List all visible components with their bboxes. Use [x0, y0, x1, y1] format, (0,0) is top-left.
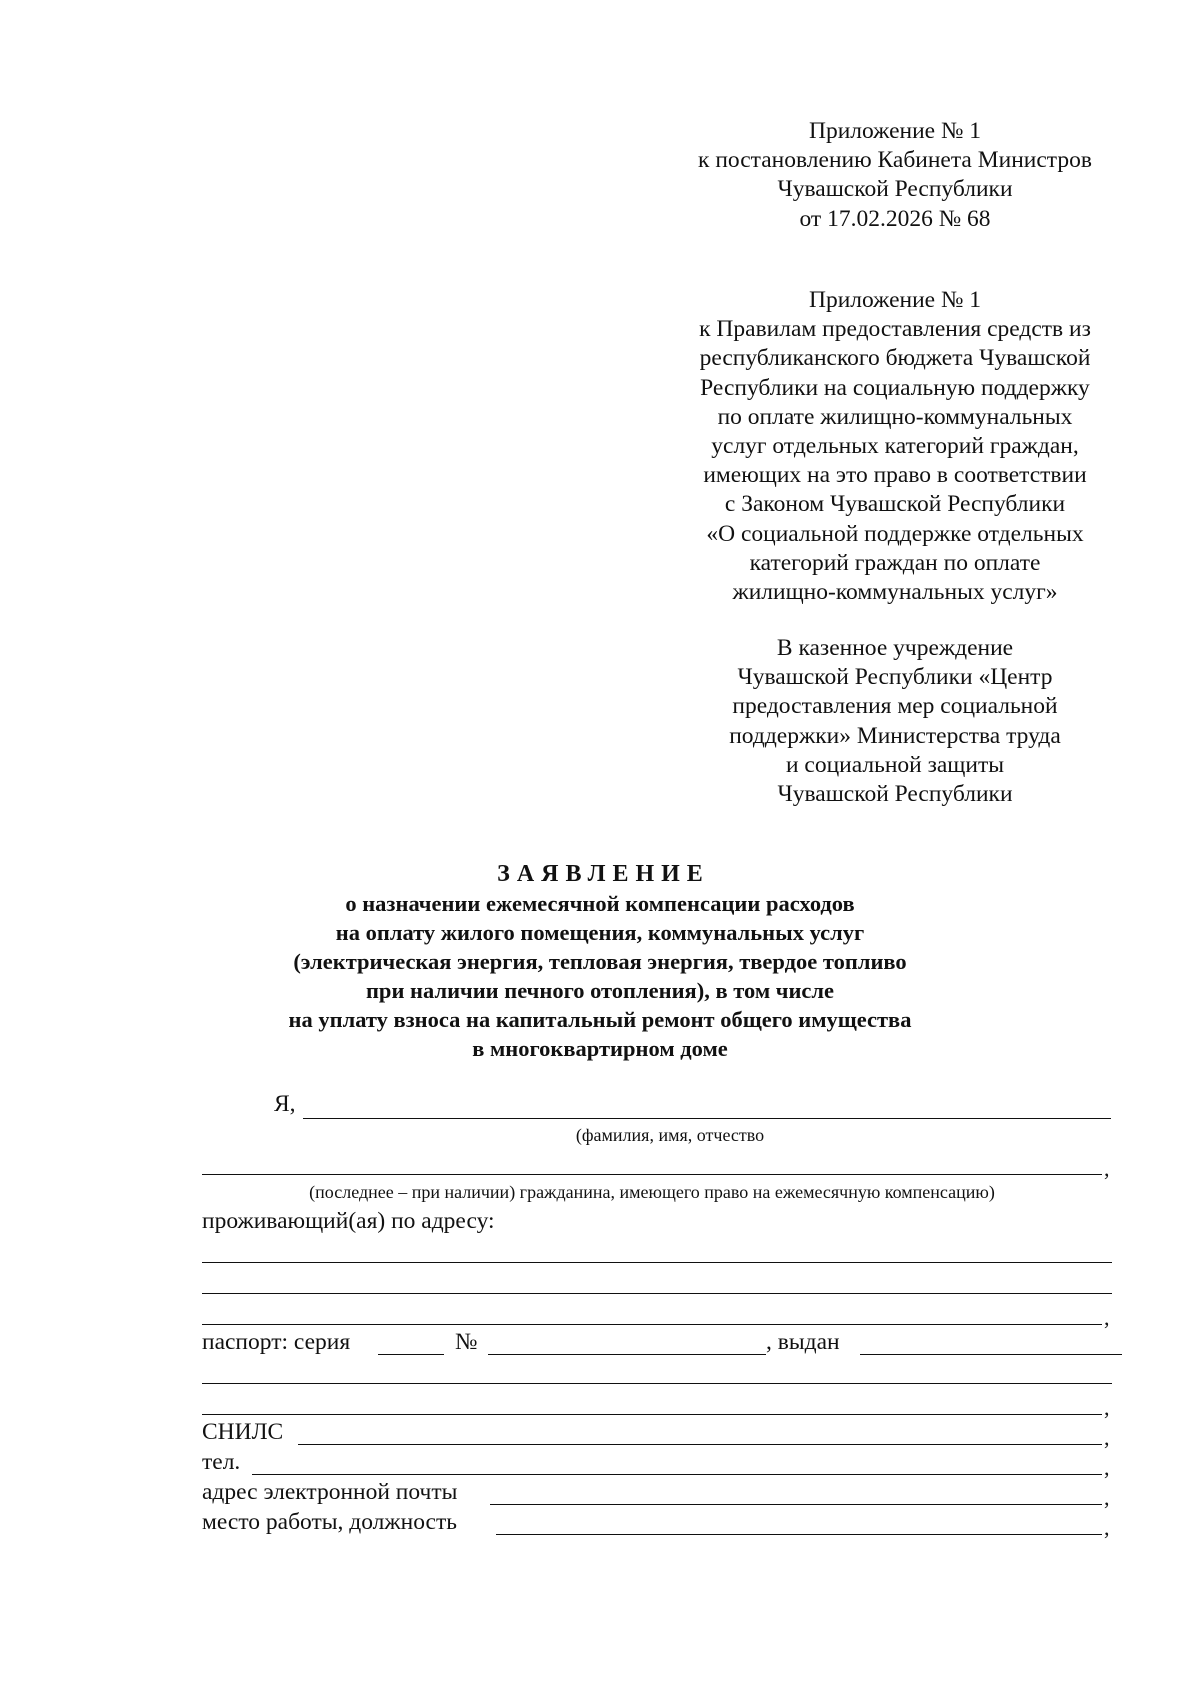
snils-label: СНИЛС [202, 1419, 284, 1445]
appendix-rules-line: Республики на социальную поддержку [700, 374, 1090, 401]
fio-caption-continued: (последнее – при наличии) гражданина, имеющего право на ежемесячную компенсацию) [309, 1182, 995, 1202]
appendix-rules-line: республиканского бюджета Чувашской [699, 345, 1091, 372]
addressee-line: и социальной защиты [785, 751, 1005, 778]
comma: , [1104, 1305, 1110, 1330]
appendix-rules-line: с Законом Чувашской Республики [724, 491, 1066, 518]
issued-by-line-2[interactable] [202, 1383, 1112, 1384]
addressee-line: предоставления мер социальной [732, 693, 1058, 720]
email-label: адрес электронной почты [202, 1479, 458, 1505]
comma: , [1104, 1156, 1110, 1181]
title-line: о назначении ежемесячной компенсации расходов [345, 891, 855, 916]
appendix-rules-line: «О социальной поддержке отдельных [706, 520, 1084, 547]
address-line-2[interactable] [202, 1293, 1112, 1294]
title-line: на оплату жилого помещения, коммунальных услуг [335, 920, 865, 945]
passport-series-line[interactable] [378, 1354, 444, 1355]
application-title [240, 860, 960, 1063]
appendix-rules-line: категорий граждан по оплате [749, 549, 1041, 576]
address-line-3[interactable] [202, 1324, 1102, 1325]
appendix-rules-line: услуг отдельных категорий граждан, [711, 433, 1079, 460]
comma: , [1104, 1455, 1110, 1480]
work-line[interactable] [496, 1534, 1102, 1535]
title-line: при наличии печного отопления), в том числе [365, 978, 835, 1003]
fio-caption: (фамилия, имя, отчество [575, 1125, 765, 1145]
addressee-line: поддержки» Министерства труда [729, 722, 1061, 749]
passport-number-label: № [455, 1329, 478, 1355]
issued-label: , выдан [766, 1329, 840, 1355]
address-line-1[interactable] [202, 1262, 1112, 1263]
appendix-rules-line: жилищно-коммунальных услуг» [732, 579, 1058, 606]
issued-by-line-3[interactable] [202, 1414, 1102, 1415]
comma: , [1104, 1515, 1110, 1540]
i-label: Я, [274, 1091, 296, 1117]
passport-number-line[interactable] [488, 1354, 766, 1355]
residence-label: проживающий(ая) по адресу: [202, 1208, 495, 1234]
comma: , [1104, 1425, 1110, 1450]
comma: , [1104, 1485, 1110, 1510]
fio-continuation-line[interactable] [202, 1174, 1102, 1175]
comma: , [1104, 1395, 1110, 1420]
phone-label: тел. [202, 1449, 241, 1475]
work-label: место работы, должность [202, 1509, 457, 1535]
appendix-number: Приложение № 1 [808, 118, 982, 144]
addressee-line: В казенное учреждение [776, 635, 1014, 661]
passport-label: паспорт: серия [202, 1329, 351, 1355]
title-line: на уплату взноса на капитальный ремонт общего имущества [288, 1007, 912, 1032]
addressee-line: Чувашской Республики «Центр [737, 664, 1053, 691]
title-line: (электрическая энергия, тепловая энергия, твердое топливо [293, 949, 907, 974]
title-line: в многоквартирном доме [472, 1036, 728, 1061]
appendix-rules-line: к Правилам предоставления средств из [699, 316, 1091, 343]
appendix-rules-line: имеющих на это право в соответствии [703, 462, 1087, 489]
appendix-decree-ref: к постановлению Кабинета Министров [698, 147, 1092, 174]
addressee-block [660, 634, 1130, 809]
issued-by-line[interactable] [860, 1354, 1122, 1355]
addressee-line: Чувашской Республики [777, 781, 1013, 808]
appendix-rules-header [660, 286, 1130, 607]
email-line[interactable] [490, 1504, 1102, 1505]
snils-line[interactable] [298, 1444, 1102, 1445]
fio-line[interactable] [303, 1118, 1111, 1119]
appendix-rules-line: по оплате жилищно-коммунальных [717, 403, 1073, 430]
appendix-date-number: от 17.02.2026 № 68 [799, 205, 991, 232]
appendix-rules-line: Приложение № 1 [808, 287, 982, 313]
appendix-decree-header [660, 117, 1130, 234]
phone-line[interactable] [252, 1474, 1102, 1475]
application-heading: ЗАЯВЛЕНИЕ [497, 861, 710, 887]
appendix-republic: Чувашской Республики [777, 176, 1013, 203]
